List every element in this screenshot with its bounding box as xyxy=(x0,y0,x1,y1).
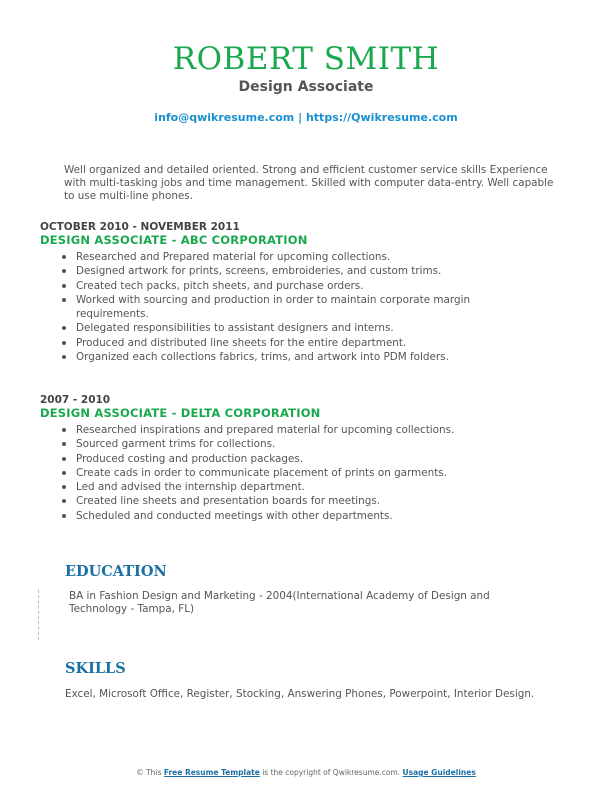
bullet-item: Led and advised the internship department. xyxy=(60,480,520,494)
contact-line xyxy=(0,110,612,126)
job-title: DESIGN ASSOCIATE - DELTA CORPORATION xyxy=(40,406,321,420)
website-link[interactable]: https://Qwikresume.com xyxy=(305,111,458,124)
free-template-link[interactable]: Free Resume Template xyxy=(163,768,260,777)
skills-heading: SKILLS xyxy=(65,660,126,677)
bullet-item: Worked with sourcing and production in order to maintain corporate margin requirements. xyxy=(60,293,520,322)
bullet-item: Produced costing and production packages. xyxy=(60,452,520,466)
candidate-title: Design Associate xyxy=(238,79,374,95)
summary-text: Well organized and detailed oriented. Strong and efficient customer service skills Experience with multi-tasking jobs and time management. Skilled with computer data-entry. Well capable to use multi-line phones. xyxy=(64,164,554,202)
bullet-item: Designed artwork for prints, screens, embroideries, and custom trims. xyxy=(60,264,520,278)
job-title: DESIGN ASSOCIATE - ABC CORPORATION xyxy=(40,233,308,247)
footer-prefix: © This xyxy=(136,768,164,777)
education-divider xyxy=(38,590,39,640)
footer-middle: is the copyright of Qwikresume.com. xyxy=(259,768,403,777)
candidate-name: ROBERT SMITH xyxy=(172,41,440,77)
job-bullets xyxy=(60,423,520,523)
bullet-item: Created tech packs, pitch sheets, and purchase orders. xyxy=(60,279,520,293)
footer xyxy=(0,768,612,778)
job-dates: 2007 - 2010 xyxy=(40,394,111,406)
skills-text: Excel, Microsoft Office, Register, Stocking, Answering Phones, Powerpoint, Interior Design. xyxy=(65,688,535,700)
bullet-item: Delegated responsibilities to assistant designers and interns. xyxy=(60,321,520,335)
usage-guidelines-link[interactable]: Usage Guidelines xyxy=(402,768,476,777)
education-text: BA in Fashion Design and Marketing - 2004(International Academy of Design and Technology - Tampa, FL) xyxy=(69,590,490,615)
bullet-item: Researched inspirations and prepared material for upcoming collections. xyxy=(60,423,520,437)
bullet-item: Produced and distributed line sheets for the entire department. xyxy=(60,336,520,350)
email-link[interactable]: info@qwikresume.com xyxy=(154,111,295,124)
bullet-item: Researched and Prepared material for upcoming collections. xyxy=(60,250,520,264)
bullet-item: Created line sheets and presentation boards for meetings. xyxy=(60,494,520,508)
bullet-item: Scheduled and conducted meetings with other departments. xyxy=(60,509,520,523)
job-bullets xyxy=(60,250,520,364)
bullet-item: Create cads in order to communicate placement of prints on garments. xyxy=(60,466,520,480)
bullet-item: Sourced garment trims for collections. xyxy=(60,437,520,451)
bullet-item: Organized each collections fabrics, trims, and artwork into PDM folders. xyxy=(60,350,520,364)
education-heading: EDUCATION xyxy=(65,563,167,580)
job-dates: OCTOBER 2010 - NOVEMBER 2011 xyxy=(40,221,240,233)
contact-separator: | xyxy=(294,111,306,124)
